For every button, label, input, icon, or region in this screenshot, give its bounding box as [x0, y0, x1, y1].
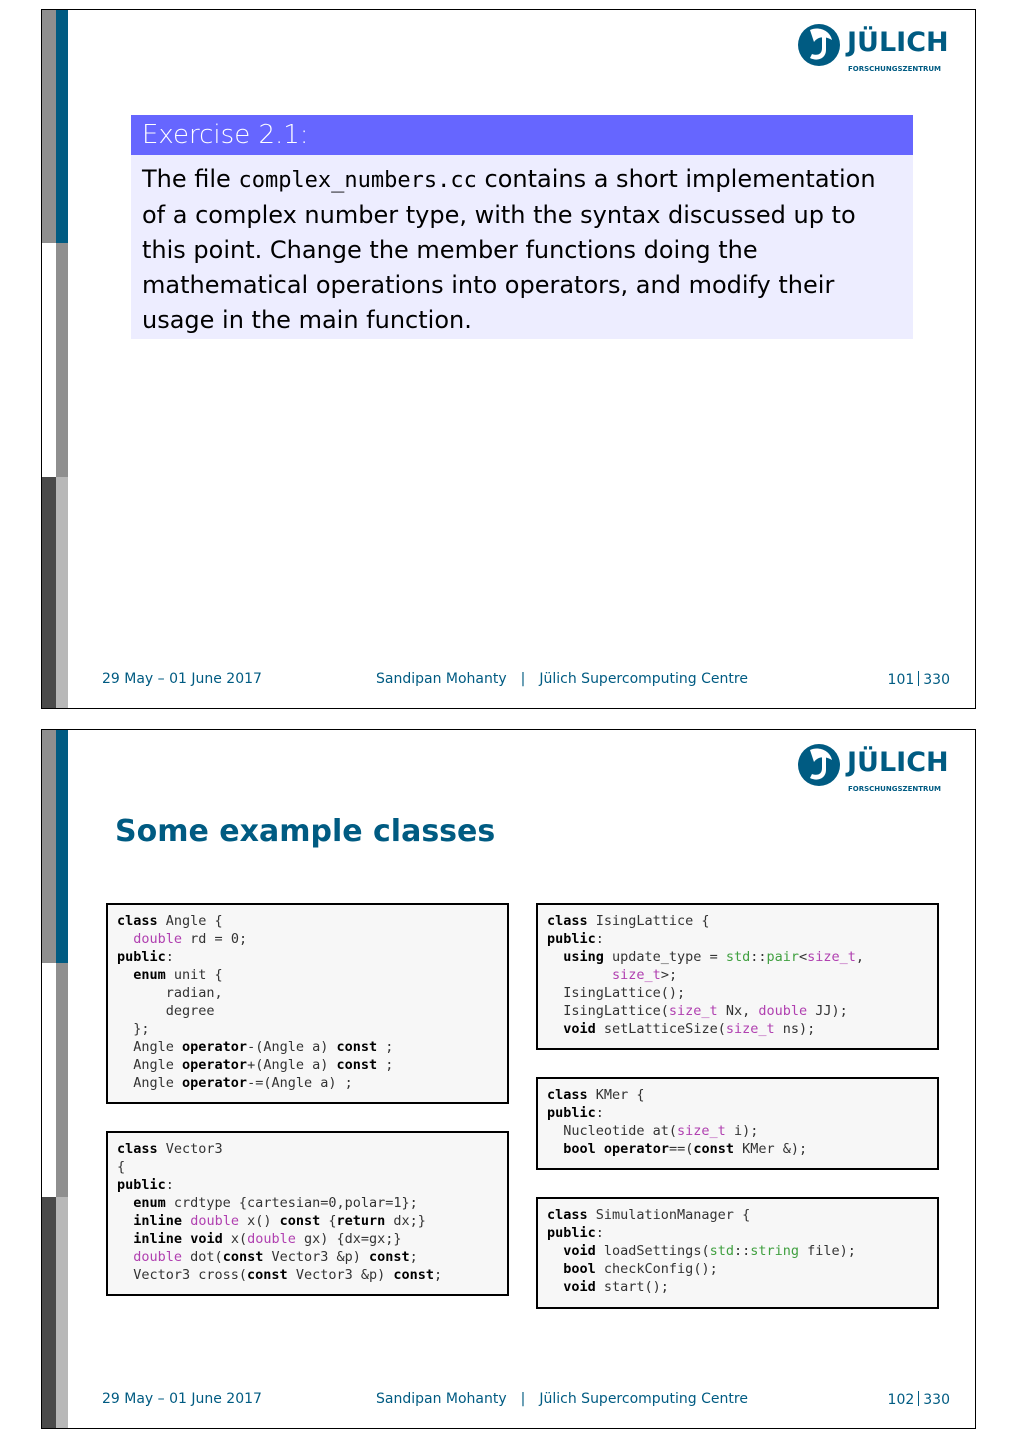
slide-footer — [42, 671, 975, 691]
code-line: class Angle { — [117, 913, 223, 929]
code-line: class IsingLattice { — [547, 913, 710, 929]
footer-author: Sandipan Mohanty — [376, 671, 507, 687]
juelich-logo-icon — [796, 742, 842, 788]
code-line: Angle operator-=(Angle a) ; — [117, 1075, 353, 1091]
code-line: Vector3 cross(const Vector3 &p) const; — [117, 1267, 443, 1283]
code-line: size_t>; — [612, 967, 678, 983]
left-decorative-strip — [42, 730, 68, 1428]
code-line: degree — [117, 1003, 215, 1019]
code-line: bool operator==(const KMer &); — [563, 1141, 808, 1157]
slide-title: Some example classes — [115, 814, 496, 849]
code-line: bool checkConfig(); — [563, 1261, 718, 1277]
code-line: class KMer { — [547, 1087, 645, 1103]
left-decorative-strip — [42, 10, 68, 708]
footer-separator: | — [520, 1391, 526, 1407]
footer-page-number — [888, 1391, 950, 1408]
footer-date: 29 May – 01 June 2017 — [102, 1391, 262, 1407]
footer-page-number — [888, 671, 950, 688]
juelich-logo — [796, 22, 956, 76]
code-line: class SimulationManager { — [547, 1207, 751, 1223]
exercise-title: Exercise 2.1: — [131, 115, 913, 155]
page-total: 330 — [923, 1392, 950, 1408]
code-line: using update_type = std::pair<size_t, — [563, 949, 865, 965]
code-line: public: — [117, 949, 174, 965]
footer-separator: | — [520, 671, 526, 687]
code-line: { — [117, 1159, 126, 1175]
code-line: enum unit { — [133, 967, 223, 983]
logo-wordmark: JÜLICH — [847, 27, 949, 58]
code-line: public: — [547, 931, 604, 947]
slide-102 — [41, 729, 976, 1429]
juelich-logo-icon — [796, 22, 842, 68]
code-line: void start(); — [563, 1279, 669, 1295]
code-line: public: — [117, 1177, 174, 1193]
code-line: void loadSettings(std::string file); — [563, 1243, 856, 1259]
exercise-text-pre: The file — [142, 165, 239, 193]
page-current: 101 — [887, 672, 915, 688]
logo-wordmark: JÜLICH — [847, 747, 949, 778]
code-block-angle — [106, 903, 509, 1104]
code-line: class Vector3 — [117, 1141, 223, 1157]
logo-subtitle: FORSCHUNGSZENTRUM — [848, 785, 942, 793]
code-line: double dot(const Vector3 &p) const; — [133, 1249, 418, 1265]
code-line: public: — [547, 1105, 604, 1121]
footer-institute: Jülich Supercomputing Centre — [539, 1391, 748, 1407]
code-line: IsingLattice(); — [547, 985, 686, 1001]
exercise-body — [131, 155, 913, 339]
footer-date: 29 May – 01 June 2017 — [102, 671, 262, 687]
footer-center — [376, 1391, 748, 1407]
code-line: void setLatticeSize(size_t ns); — [563, 1021, 816, 1037]
page-current: 102 — [887, 1392, 915, 1408]
code-block-kmer — [536, 1077, 939, 1170]
exercise-text-post: contains a short implementation of a complex number type, with the syntax discussed up to this point. Change the member functions doing the mathematical operations into operators, and modify their usage in the main function. — [142, 165, 876, 334]
exercise-filename: complex_numbers.cc — [238, 168, 477, 193]
footer-institute: Jülich Supercomputing Centre — [539, 671, 748, 687]
code-line: enum crdtype {cartesian=0,polar=1}; — [133, 1195, 418, 1211]
page-total: 330 — [923, 672, 950, 688]
slide-footer — [42, 1391, 975, 1411]
code-line: inline double x() const {return dx;} — [133, 1213, 426, 1229]
logo-subtitle: FORSCHUNGSZENTRUM — [848, 65, 942, 73]
code-line: double rd = 0; — [133, 931, 248, 947]
code-line: }; — [117, 1021, 150, 1037]
footer-center — [376, 671, 748, 687]
slide-101 — [41, 9, 976, 709]
footer-author: Sandipan Mohanty — [376, 1391, 507, 1407]
code-line: inline void x(double gx) {dx=gx;} — [133, 1231, 402, 1247]
code-block-simulationmanager — [536, 1197, 939, 1309]
code-line: Angle operator-(Angle a) const ; — [117, 1039, 394, 1055]
code-line: Nucleotide at(size_t i); — [547, 1123, 759, 1139]
code-line: Angle operator+(Angle a) const ; — [117, 1057, 394, 1073]
code-block-isinglattice — [536, 903, 939, 1050]
code-line: IsingLattice(size_t Nx, double JJ); — [547, 1003, 848, 1019]
juelich-logo — [796, 742, 956, 796]
code-line: public: — [547, 1225, 604, 1241]
code-line: radian, — [117, 985, 223, 1001]
code-block-vector3 — [106, 1131, 509, 1296]
